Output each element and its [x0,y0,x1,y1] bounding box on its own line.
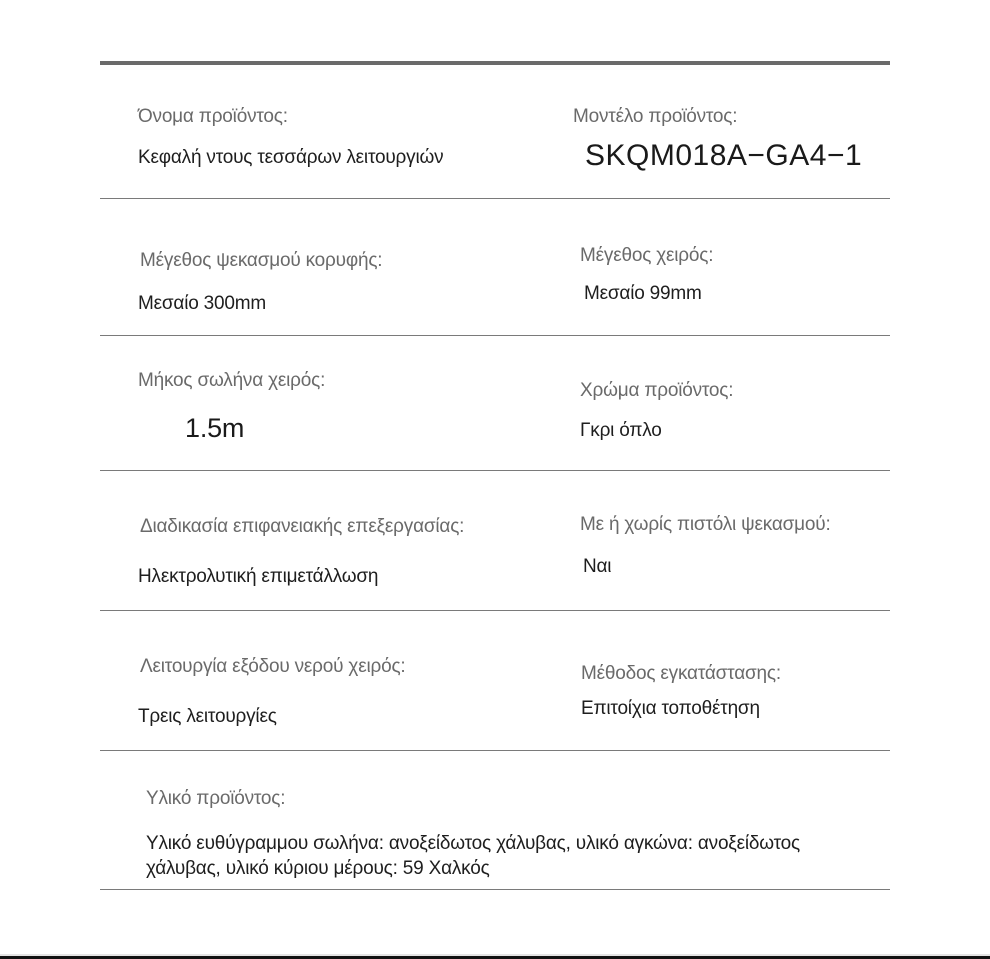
product-model-label: Μοντέλο προϊόντος: [573,106,738,127]
row-divider [100,198,890,199]
product-model-value: SKQM018A−GA4−1 [585,139,863,172]
row-divider [100,610,890,611]
product-name-label: Όνομα προϊόντος: [138,106,288,127]
surface-treatment-label: Διαδικασία επιφανειακής επεξεργασίας: [140,516,465,537]
surface-treatment-value: Ηλεκτρολυτική επιμετάλλωση [138,566,379,587]
spray-gun-value: Ναι [583,556,612,577]
spray-gun-label: Με ή χωρίς πιστόλι ψεκασμού: [580,514,831,535]
row-divider [100,889,890,890]
hand-shower-size-value: Μεσαίο 99mm [584,283,702,304]
product-material-value: Υλικό ευθύγραμμου σωλήνα: ανοξείδωτος χάλυβας, υλικό αγκώνα: ανοξείδωτος χάλυβας, υλικό κύριου μέρους: 59 Χαλκός [146,833,801,879]
top-spray-size-value: Μεσαίο 300mm [138,293,267,314]
installation-method-label: Μέθοδος εγκατάστασης: [581,663,781,684]
hand-water-output-value: Τρεις λειτουργίες [138,706,277,727]
installation-method-value: Επιτοίχια τοποθέτηση [581,698,760,719]
hand-water-output-label: Λειτουργία εξόδου νερού χειρός: [140,656,406,677]
top-spray-size-label: Μέγεθος ψεκασμού κορυφής: [140,250,383,271]
top-rule [100,61,890,65]
hose-length-value: 1.5m [185,413,245,443]
row-divider [100,470,890,471]
row-divider [100,750,890,751]
product-material-label: Υλικό προϊόντος: [146,788,286,809]
hand-shower-size-label: Μέγεθος χειρός: [580,245,714,266]
hose-length-label: Μήκος σωλήνα χειρός: [138,370,326,391]
product-color-label: Χρώμα προϊόντος: [580,380,734,401]
row-divider [100,335,890,336]
product-color-value: Γκρι όπλο [580,420,662,441]
product-name-value: Κεφαλή ντους τεσσάρων λειτουργιών [138,147,444,168]
